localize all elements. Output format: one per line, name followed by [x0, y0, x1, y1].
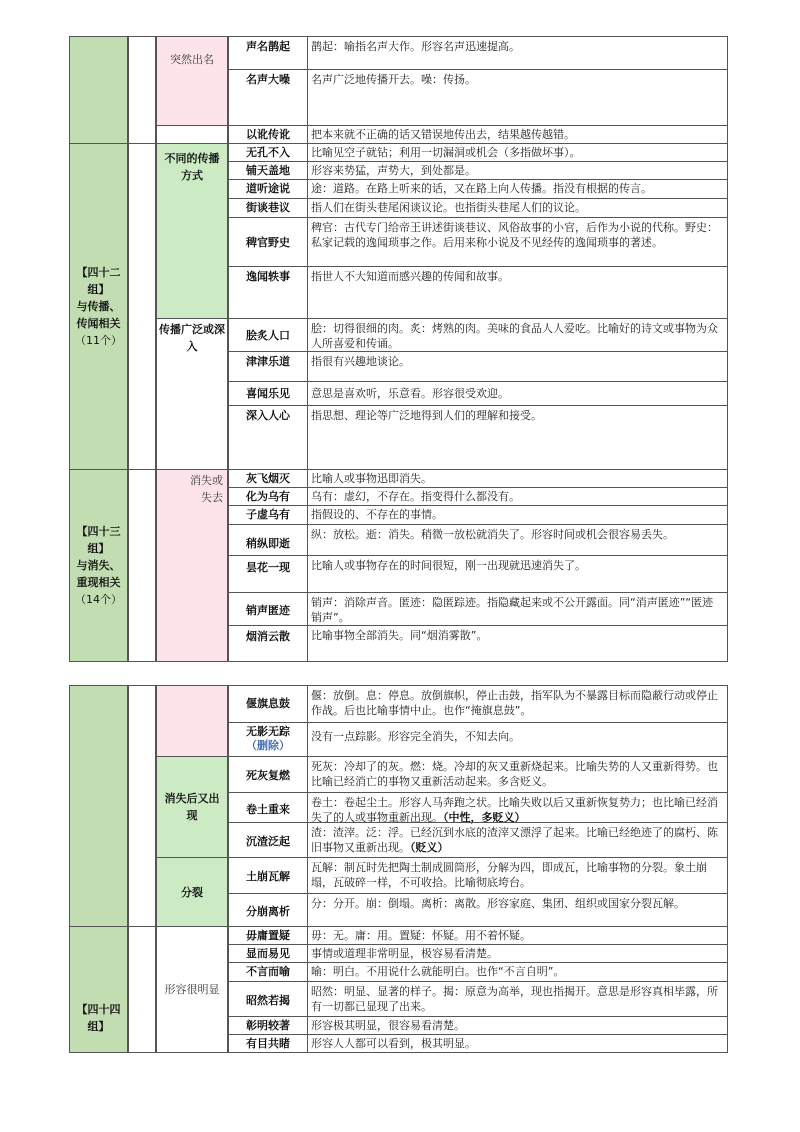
idiom-definition: 指人们在街头巷尾闲谈议论。也指街头巷尾人们的议论。 — [308, 198, 728, 218]
idiom-row — [228, 625, 728, 662]
idiom-definition: 指假设的、不存在的事情。 — [308, 505, 728, 525]
spacer-cell — [128, 36, 156, 144]
idiom-row — [228, 926, 728, 945]
idiom-term: 沉渣泛起 — [228, 822, 308, 858]
idiom-row — [228, 405, 728, 470]
idiom-row — [228, 555, 728, 593]
idiom-row — [228, 722, 728, 757]
category-cell-blank — [156, 125, 228, 144]
category-label: 突然出名 — [170, 53, 214, 66]
idiom-term: 稗官野史 — [228, 217, 308, 267]
idiom-definition: 瓦解：制瓦时先把陶土制成圆筒形，分解为四，即成瓦，比喻事物的分裂。象土崩塌，瓦破碎一样，不可收拾。比喻彻底垮台。 — [308, 857, 728, 894]
idiom-row — [228, 217, 728, 267]
idiom-term: 喜闻乐见 — [228, 381, 308, 406]
idiom-definition: 比喻事物全部消失。同“烟消雾散”。 — [308, 625, 728, 662]
idiom-term: 有目共睹 — [228, 1034, 308, 1053]
idiom-term: 化为乌有 — [228, 487, 308, 506]
idiom-definition: 喻：明白。不用说什么就能明白。也作“不言自明”。 — [308, 962, 728, 982]
definition-text: 渣：渣滓。泛：浮。已经沉到水底的渣滓又漂浮了起来。比喻已经绝迹了的腐朽、陈旧事物又重新出现。 — [311, 826, 718, 854]
idiom-term: 毋庸置疑 — [228, 926, 308, 945]
idiom-definition: 意思是喜欢听，乐意看。形容很受欢迎。 — [308, 381, 728, 406]
idiom-definition: 稗官：古代专门给帝王讲述街谈巷议、风俗故事的小官，后作为小说的代称。野史：私家记载的逸闻琐事之作。后用来称小说及不见经传的逸闻琐事的著述。 — [308, 217, 728, 267]
idiom-definition: 指世人不大知道而感兴趣的传闻和故事。 — [308, 266, 728, 319]
category-label: 传播广泛或深入 — [159, 323, 225, 353]
group-cell-43 — [69, 469, 128, 662]
idiom-term: 津津乐道 — [228, 351, 308, 382]
category-cell — [156, 36, 228, 126]
idiom-term: 无孔不入 — [228, 143, 308, 162]
idiom-term: 名声大噪 — [228, 69, 308, 126]
idiom-row — [228, 505, 728, 525]
idiom-row — [228, 756, 728, 793]
category-cell — [156, 756, 228, 858]
definition-text: 卷土：卷起尘土。形容人马奔跑之状。比喻失败以后又重新恢复势力；也比喻已经消失了的人或事物重新出现。 — [311, 796, 718, 824]
category-label: 形容很明显 — [164, 983, 220, 996]
idiom-definition — [308, 792, 728, 823]
idiom-definition: 比喻人或事物迅即消失。 — [308, 469, 728, 488]
idiom-term: 声名鹊起 — [228, 36, 308, 70]
idiom-definition: 偃：放倒。息：停息。放倒旗帜，停止击鼓，指军队为不暴露目标而隐蔽行动或停止作战。后也比喻事情中止。也作“掩旗息鼓”。 — [308, 685, 728, 723]
group-cell-blank — [69, 36, 128, 144]
idiom-definition: 纵：放松。逝：消失。稍微一放松就消失了。形容时间或机会很容易丢失。 — [308, 524, 728, 556]
idiom-term-text: 无影无踪 — [246, 725, 290, 738]
idiom-definition: 销声：消除声音。匿迹：隐匿踪迹。指隐藏起来或不公开露面。同“消声匿迹”“匿迹销声”。 — [308, 592, 728, 626]
idiom-row — [228, 592, 728, 626]
group-count: （11个） — [75, 334, 122, 347]
idiom-definition: 名声广泛地传播开去。噪：传扬。 — [308, 69, 728, 126]
idiom-row — [228, 179, 728, 199]
group-subtitle: 与消失、重现相关 — [76, 559, 121, 589]
category-cell-blank — [156, 685, 228, 757]
idiom-term: 昭然若揭 — [228, 981, 308, 1017]
idiom-term: 以讹传讹 — [228, 125, 308, 144]
group-cell-44 — [69, 926, 128, 1053]
idiom-row — [228, 381, 728, 406]
delete-note: （删除） — [246, 739, 290, 752]
idiom-definition: 比喻见空子就钻；利用一切漏洞或机会（多指做坏事）。 — [308, 143, 728, 162]
idiom-row — [228, 161, 728, 180]
spacer-cell — [128, 685, 156, 927]
idiom-row — [228, 1016, 728, 1035]
idiom-row — [228, 266, 728, 319]
idiom-term: 铺天盖地 — [228, 161, 308, 180]
category-label: 分裂 — [181, 885, 203, 899]
idiom-row — [228, 125, 728, 144]
idiom-row — [228, 1034, 728, 1053]
idiom-row — [228, 944, 728, 963]
category-cell — [156, 318, 228, 470]
idiom-row — [228, 198, 728, 218]
idiom-row — [228, 857, 728, 894]
idiom-row — [228, 143, 728, 162]
category-label: 消失或失去 — [190, 474, 223, 504]
idiom-row — [228, 69, 728, 126]
idiom-definition: 乌有：虚幻，不存在。指变得什么都没有。 — [308, 487, 728, 506]
idiom-term: 分崩离析 — [228, 893, 308, 927]
idiom-definition: 指思想、理论等广泛地得到人们的理解和接受。 — [308, 405, 728, 470]
usage-note: （中性，多贬义） — [443, 811, 526, 824]
idiom-term: 道听途说 — [228, 179, 308, 199]
category-cell — [156, 857, 228, 927]
idiom-term: 灰飞烟灭 — [228, 469, 308, 488]
idiom-term: 卷土重来 — [228, 792, 308, 823]
idiom-definition: 形容人人都可以看到，极其明显。 — [308, 1034, 728, 1053]
group-title: 【四十二组】 — [76, 266, 121, 296]
category-cell — [156, 143, 228, 319]
idiom-definition: 分：分开。崩：倒塌。离析：离散。形容家庭、集团、组织或国家分裂瓦解。 — [308, 893, 728, 927]
group-cell-blank — [69, 685, 128, 927]
category-cell — [156, 926, 228, 1053]
idiom-term: 脍炙人口 — [228, 318, 308, 352]
idiom-term: 稍纵即逝 — [228, 524, 308, 556]
idiom-term: 销声匿迹 — [228, 592, 308, 626]
category-cell — [156, 469, 228, 662]
idiom-definition: 途：道路。在路上听来的话，又在路上向人传播。指没有根据的传言。 — [308, 179, 728, 199]
idiom-term: 子虚乌有 — [228, 505, 308, 525]
idiom-term: 彰明较著 — [228, 1016, 308, 1035]
idiom-definition — [308, 822, 728, 858]
group-cell-42 — [69, 143, 128, 470]
idiom-term: 土崩瓦解 — [228, 857, 308, 894]
idiom-term: 死灰复燃 — [228, 756, 308, 793]
idiom-row — [228, 36, 728, 70]
idiom-term: 昙花一现 — [228, 555, 308, 593]
idiom-row — [228, 981, 728, 1017]
spacer-cell — [128, 926, 156, 1053]
idiom-term: 烟消云散 — [228, 625, 308, 662]
idiom-definition: 把本来就不正确的话又错误地传出去，结果越传越错。 — [308, 125, 728, 144]
group-title: 【四十四组】 — [76, 1002, 121, 1033]
idiom-definition: 脍：切得很细的肉。炙：烤熟的肉。美味的食品人人爱吃。比喻好的诗文或事物为众人所喜爱和传诵。 — [308, 318, 728, 352]
idiom-row — [228, 822, 728, 858]
idiom-term: 逸闻轶事 — [228, 266, 308, 319]
idiom-definition: 比喻人或事物存在的时间很短，刚一出现就迅速消失了。 — [308, 555, 728, 593]
group-count: （14个） — [75, 593, 122, 606]
idiom-definition: 死灰：冷却了的灰。燃：烧。冷却的灰又重新烧起来。比喻失势的人又重新得势。也比喻已经消亡的事物又重新活动起来。多含贬义。 — [308, 756, 728, 793]
idiom-row — [228, 685, 728, 723]
idiom-definition: 事情或道理非常明显，极容易看清楚。 — [308, 944, 728, 963]
idiom-definition: 鹊起：喻指名声大作。形容名声迅速提高。 — [308, 36, 728, 70]
idiom-definition: 形容来势猛，声势大，到处都是。 — [308, 161, 728, 180]
usage-note: （贬义） — [410, 841, 449, 854]
idiom-term: 显而易见 — [228, 944, 308, 963]
group-title: 【四十三组】 — [76, 525, 121, 555]
idiom-row — [228, 792, 728, 823]
category-label: 消失后又出现 — [164, 792, 220, 822]
group-subtitle: 与传播、传闻相关 — [76, 300, 121, 330]
idiom-term: 街谈巷议 — [228, 198, 308, 218]
idiom-row — [228, 524, 728, 556]
category-label: 不同的传播方式 — [164, 152, 220, 182]
idiom-definition: 没有一点踪影。形容完全消失，不知去向。 — [308, 722, 728, 757]
idiom-definition: 指很有兴趣地谈论。 — [308, 351, 728, 382]
idiom-row — [228, 469, 728, 488]
idiom-row — [228, 893, 728, 927]
idiom-definition: 毋：无。庸：用。置疑：怀疑。用不着怀疑。 — [308, 926, 728, 945]
idiom-row — [228, 487, 728, 506]
idiom-definition: 昭然：明显、显著的样子。揭：原意为高举，现也指揭开。意思是形容真相毕露，所有一切都已显现了出来。 — [308, 981, 728, 1017]
idiom-term: 深入人心 — [228, 405, 308, 470]
idiom-row — [228, 318, 728, 352]
spacer-cell — [128, 469, 156, 662]
spacer-cell — [128, 143, 156, 470]
idiom-term: 偃旗息鼓 — [228, 685, 308, 723]
idiom-term: 不言而喻 — [228, 962, 308, 982]
idiom-row — [228, 351, 728, 382]
idiom-definition: 形容极其明显，很容易看清楚。 — [308, 1016, 728, 1035]
idiom-row — [228, 962, 728, 982]
idiom-term — [228, 722, 308, 757]
